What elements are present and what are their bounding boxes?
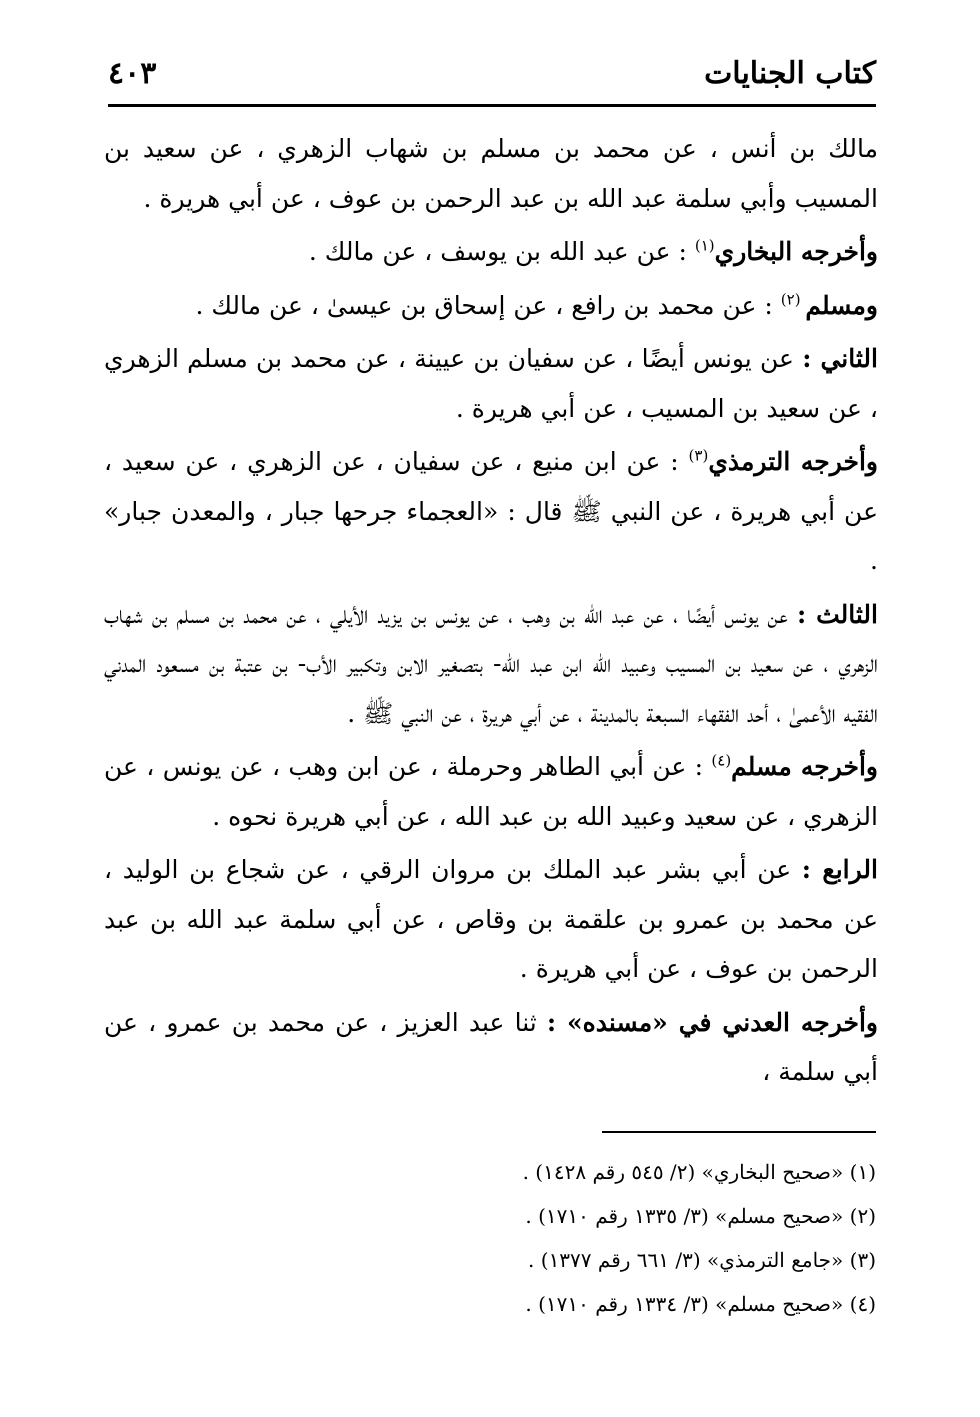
footnote-ref: (٢) <box>780 290 806 309</box>
footnote: (٢) «صحيح مسلم» (٣/ ١٣٣٥ رقم ١٧١٠) . <box>525 1204 876 1228</box>
main-text <box>104 124 878 1101</box>
paragraph-text: : عن أبي الطاهر وحرملة ، عن ابن وهب ، عن يونس ، عن الزهري ، عن سعيد وعبيد الله بن عبد الله ، عن أبي هريرة نحوه . <box>104 752 878 831</box>
page-number: ٤٠٣ <box>108 56 157 91</box>
paragraph <box>104 281 878 331</box>
footnote-ref: (٤) <box>711 751 732 770</box>
paragraph-lead: وأخرجه العدني في «مسنده» : <box>546 1007 878 1037</box>
paragraph-text: : عن محمد بن رافع ، عن إسحاق بن عيسىٰ ، عن مالك . <box>195 290 781 320</box>
footnote-ref: (٣) <box>688 446 709 465</box>
paragraph-lead: وأخرجه البخاري <box>714 237 878 266</box>
chapter-title: كتاب الجنايات <box>704 56 876 91</box>
paragraph-lead: وأخرجه الترمذي <box>708 447 879 476</box>
paragraph <box>104 845 878 994</box>
paragraph <box>104 998 878 1097</box>
paragraph-text: عن يونس أيضًا ، عن سفيان بن عيينة ، عن محمد بن مسلم الزهري ، عن سعيد بن المسيب ، عن أبي هريرة . <box>104 344 878 423</box>
paragraph-text: عن أبي بشر عبد الملك بن مروان الرقي ، عن شجاع بن الوليد ، عن محمد بن عمرو بن علقمة بن وقاص ، عن أبي سلمة عبد الله بن عبد الرحمن بن عوف ، عن أبي هريرة . <box>104 855 878 983</box>
footnote-ref: (١) <box>694 236 715 255</box>
paragraph-text: : عن ابن منيع ، عن سفيان ، عن الزهري ، عن سعيد ، عن أبي هريرة ، عن النبي ﷺ قال : «العجماء جرحها جبار ، والمعدن جبار» . <box>104 447 878 575</box>
paragraph <box>104 227 878 277</box>
footnote: (٤) «صحيح مسلم» (٣/ ١٣٣٤ رقم ١٧١٠) . <box>525 1292 876 1316</box>
header-rule <box>108 104 876 107</box>
paragraph <box>104 590 878 739</box>
footnotes <box>300 1150 876 1326</box>
paragraph-lead: الثاني : <box>802 344 878 373</box>
paragraph-lead: وأخرجه مسلم <box>731 752 878 781</box>
paragraph-text: عن يونس أيضًا ، عن عبد الله بن وهب ، عن يونس بن يزيد الأيلي ، عن محمد بن مسلم بن شهاب الزهري ، عن سعيد بن المسيب وعبيد الله ابن عبد الله- بتصغير الابن وتكبير الأب- بن عتبة بن مسعود المدني الفقيه الأعمىٰ ، أحد الفقهاء السبعة بالمدينة ، عن أبي هريرة ، عن النبي ﷺ . <box>104 599 878 728</box>
paragraph-lead: ومسلم <box>805 290 878 320</box>
footnote: (٣) «جامع الترمذي» (٣/ ٦٦١ رقم ١٣٧٧) . <box>528 1248 876 1272</box>
paragraph <box>104 742 878 841</box>
paragraph <box>104 437 878 586</box>
paragraph-lead: الرابع : <box>801 855 878 884</box>
paragraph <box>104 334 878 433</box>
paragraph-text: مالك بن أنس ، عن محمد بن مسلم بن شهاب الزهري ، عن سعيد بن المسيب وأبي سلمة عبد الله بن عبد الرحمن بن عوف ، عن أبي هريرة . <box>104 134 878 213</box>
running-header <box>108 52 876 102</box>
paragraph-lead: الثالث : <box>796 599 878 629</box>
paragraph <box>104 124 878 223</box>
footnote-separator <box>602 1131 876 1133</box>
paragraph-text: : عن عبد الله بن يوسف ، عن مالك . <box>308 237 695 266</box>
paragraph-text: ثنا عبد العزيز ، عن محمد بن عمرو ، عن أبي سلمة ، <box>104 1007 878 1086</box>
footnote: (١) «صحيح البخاري» (٢/ ٥٤٥ رقم ١٤٢٨) . <box>522 1160 876 1184</box>
